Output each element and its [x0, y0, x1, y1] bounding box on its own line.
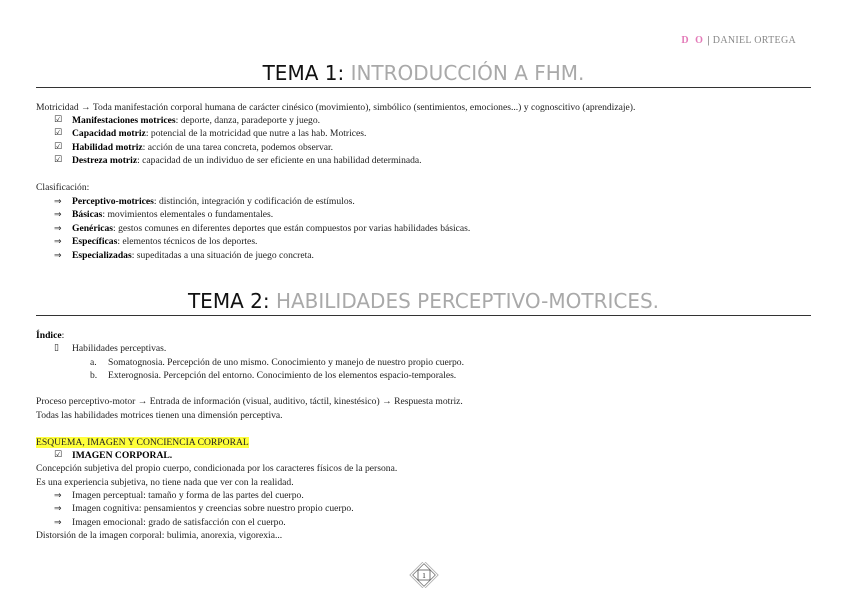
arrow-right-icon: ⇒	[54, 196, 62, 206]
tema1-title-rule	[36, 87, 811, 88]
subheading-text: IMAGEN CORPORAL.	[72, 450, 173, 461]
list-item	[54, 235, 470, 248]
list-item	[54, 154, 422, 167]
process-line: Proceso perceptivo-motor → Entrada de información (visual, auditivo, táctil, kinestésico) → Respuesta motriz.	[36, 396, 463, 407]
item-text: : gestos comunes en diferentes deportes que están compuestos por varias habilidades básicas.	[113, 222, 471, 234]
motricidad-definition: Motricidad → Toda manifestación corporal humana de carácter cinésico (movimiento), simbólico (sentimientos, emociones...) y cognoscitivo (aprendizaje).	[36, 102, 636, 113]
sublist-text: Somatognosia. Percepción de uno mismo. Conocimiento y manejo de nuestro propio cuerpo.	[108, 357, 464, 368]
page-number-emblem	[409, 562, 439, 588]
tema2-title-prefix: TEMA 2:	[187, 289, 276, 313]
item-text: Imagen perceptual: tamaño y forma de las partes del cuerpo.	[72, 490, 304, 501]
index-item-text: Habilidades perceptivas.	[72, 343, 167, 354]
list-item	[54, 249, 470, 262]
index-list	[54, 342, 166, 355]
subheading-row	[54, 449, 172, 462]
arrow-right-icon: ⇒	[54, 503, 62, 514]
item-text: : acción de una tarea concreta, podemos observar.	[142, 141, 334, 153]
list-item	[54, 208, 470, 221]
list-item	[54, 342, 166, 355]
checkbox-icon: ☑	[54, 450, 63, 460]
item-term: Destreza motriz	[72, 155, 138, 167]
clasificacion-list	[54, 195, 470, 262]
item-text: : distinción, integración y codificación de estímulos.	[153, 196, 355, 207]
tema2-title-rest: HABILIDADES PERCEPTIVO-MOTRICES.	[275, 289, 660, 313]
tema2-title	[36, 289, 811, 313]
index-label-colon: :	[61, 330, 65, 341]
distortion-line: Distorsión de la imagen corporal: bulimia, anorexia, vigorexia...	[36, 530, 283, 541]
item-term: Específicas	[72, 236, 118, 248]
item-text: : potencial de la motricidad que nutre a las hab. Motrices.	[145, 128, 367, 140]
list-item	[54, 516, 354, 529]
item-term: Capacidad motriz	[72, 128, 146, 140]
checkbox-icon: ☑	[54, 128, 63, 139]
concept-line: Concepción subjetiva del propio cuerpo, condicionada por los caracteres físicos de la persona.	[36, 463, 398, 474]
header-separator: |	[707, 35, 710, 46]
item-text: Imagen emocional: grado de satisfacción con el cuerpo.	[72, 516, 286, 528]
item-term: Manifestaciones motrices	[72, 115, 176, 126]
list-item	[54, 222, 470, 235]
list-item	[90, 356, 464, 369]
bullet-icon: ▯	[54, 343, 59, 353]
item-text: : capacidad de un individuo de ser eficiente en una habilidad determinada.	[137, 155, 422, 167]
list-item	[54, 114, 422, 127]
arrow-right-icon: ⇒	[54, 516, 62, 527]
item-text: : movimientos elementales o fundamentales.	[102, 209, 274, 221]
item-text: Imagen cognitiva: pensamientos y creencias sobre nuestro propio cuerpo.	[72, 503, 354, 515]
tema1-title-prefix: TEMA 1:	[262, 61, 351, 85]
highlighted-heading: ESQUEMA, IMAGEN Y CONCIENCIA CORPORAL	[36, 437, 249, 448]
list-item	[54, 489, 354, 502]
sublist-text: Exterognosia. Percepción del entorno. Conocimiento de los elementos espacio-temporales.	[108, 370, 457, 382]
sublist-label: b.	[90, 370, 98, 382]
sublist-label: a.	[90, 357, 97, 368]
item-term: Especializadas	[72, 249, 132, 261]
checkbox-icon: ☑	[54, 115, 63, 125]
checkbox-icon: ☑	[54, 141, 63, 152]
image-types-list	[54, 489, 354, 529]
experience-line: Es una experiencia subjetiva, no tiene nada que ver con la realidad.	[36, 477, 294, 488]
clasificacion-label: Clasificación:	[36, 182, 90, 193]
arrow-right-icon: ⇒	[54, 209, 62, 220]
arrow-right-icon: ⇒	[54, 490, 62, 500]
item-text: : deporte, danza, paradeporte y juego.	[175, 115, 321, 126]
tema1-title	[36, 61, 811, 85]
index-label	[36, 329, 64, 343]
list-item	[54, 141, 422, 154]
list-item	[54, 195, 470, 208]
index-sublist	[90, 356, 464, 383]
item-text: : supeditadas a una situación de juego concreta.	[131, 249, 314, 261]
page-number: 1	[422, 572, 426, 580]
list-item	[54, 127, 422, 140]
author-initials: D O	[681, 35, 705, 46]
item-term: Perceptivo-motrices	[72, 196, 154, 207]
tema2-title-rule	[36, 315, 811, 316]
arrow-right-icon: ⇒	[54, 236, 62, 247]
item-term: Habilidad motriz	[72, 141, 143, 153]
item-term: Básicas	[72, 209, 103, 221]
list-item	[90, 369, 464, 382]
index-label-text: Índice	[36, 330, 62, 341]
author-header	[681, 35, 796, 46]
checkbox-icon: ☑	[54, 155, 63, 166]
arrow-right-icon: ⇒	[54, 222, 62, 233]
perceptive-dimension-line: Todas las habilidades motrices tienen una dimensión perceptiva.	[36, 410, 283, 421]
arrow-right-icon: ⇒	[54, 249, 62, 260]
list-item	[54, 449, 172, 462]
motricidad-list	[54, 114, 422, 168]
item-term: Genéricas	[72, 222, 114, 234]
section-heading	[36, 436, 249, 450]
tema1-title-rest: INTRODUCCIÓN A FHM.	[350, 61, 585, 85]
item-text: : elementos técnicos de los deportes.	[117, 236, 258, 248]
list-item	[54, 502, 354, 515]
author-name: DANIEL ORTEGA	[712, 35, 796, 46]
